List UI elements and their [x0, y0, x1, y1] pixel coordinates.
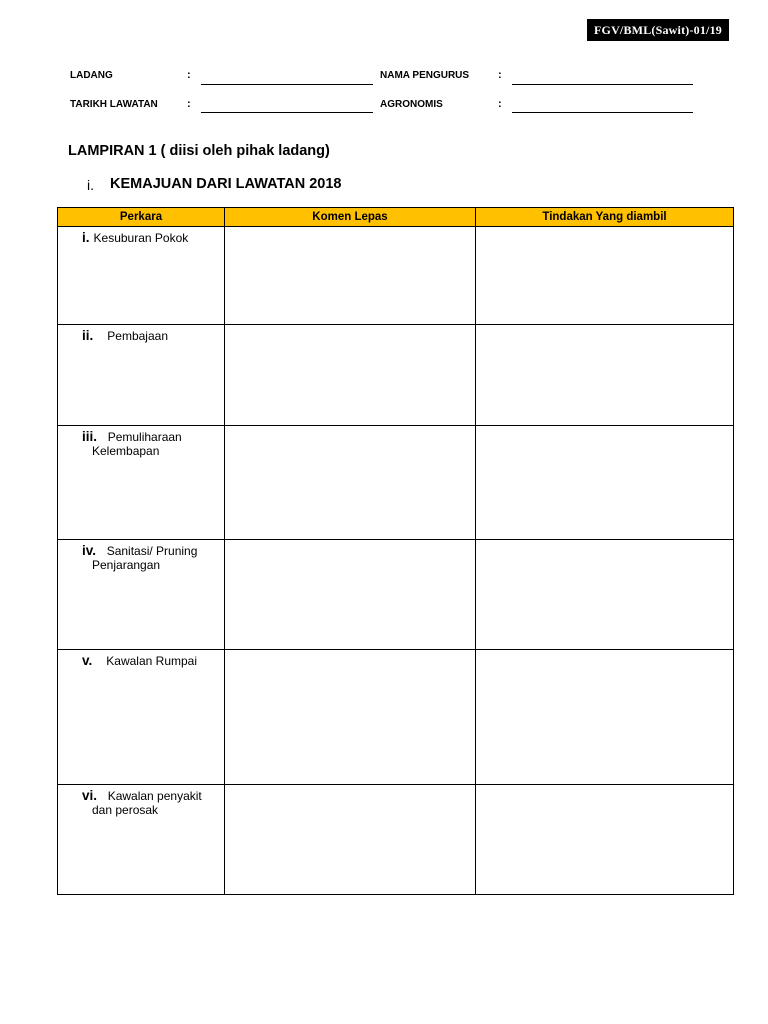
tindakan-cell[interactable] [476, 540, 734, 650]
table-row [58, 785, 734, 895]
item-number: v. [82, 653, 93, 668]
perkara-cell [58, 540, 225, 650]
komen-lepas-cell[interactable] [225, 325, 476, 426]
perkara-cell [58, 785, 225, 895]
item-label: Kawalan Rumpai [106, 654, 197, 668]
tarikh-lawatan-field[interactable] [201, 112, 373, 113]
tindakan-cell[interactable] [476, 426, 734, 540]
agronomis-colon: : [498, 98, 502, 110]
table-row [58, 325, 734, 426]
nama-pengurus-colon: : [498, 69, 502, 81]
lampiran-heading [68, 143, 330, 159]
agronomis-label: AGRONOMIS [380, 99, 443, 110]
item-number: vi. [82, 788, 98, 803]
ladang-field[interactable] [201, 84, 373, 85]
form-code-badge: FGV/BML(Sawit)-01/19 [587, 19, 729, 41]
nama-pengurus-field[interactable] [512, 84, 693, 85]
nama-pengurus-label: NAMA PENGURUS [380, 70, 470, 81]
tarikh-lawatan-label: TARIKH LAWATAN [70, 99, 158, 110]
item-label-line2: dan perosak [92, 803, 159, 817]
item-label: Pemuliharaan [107, 430, 182, 444]
item-number: iv. [82, 543, 97, 558]
tindakan-cell[interactable] [476, 785, 734, 895]
perkara-cell [58, 650, 225, 785]
header-perkara: Perkara [58, 208, 225, 227]
komen-lepas-cell[interactable] [225, 227, 476, 325]
komen-lepas-cell[interactable] [225, 650, 476, 785]
item-label: Kesuburan Pokok [93, 231, 189, 245]
komen-lepas-cell[interactable] [225, 785, 476, 895]
item-number: iii. [82, 429, 98, 444]
lampiran-title: LAMPIRAN 1 [68, 143, 157, 159]
ladang-label: LADANG [70, 70, 113, 81]
header-komen-lepas: Komen Lepas [225, 208, 476, 227]
perkara-cell [58, 325, 225, 426]
item-label: Sanitasi/ Pruning [106, 544, 198, 558]
table-row [58, 227, 734, 325]
item-number: ii. [82, 328, 94, 343]
ladang-colon: : [187, 69, 191, 81]
table-row [58, 540, 734, 650]
table-row [58, 426, 734, 540]
item-label-line2: Penjarangan [92, 558, 161, 572]
table-row [58, 650, 734, 785]
item-label: Kawalan penyakit [107, 789, 202, 803]
kemajuan-table [57, 207, 734, 895]
table-header-row [58, 208, 734, 227]
komen-lepas-cell[interactable] [225, 426, 476, 540]
header-tindakan: Tindakan Yang diambil [476, 208, 734, 227]
tindakan-cell[interactable] [476, 650, 734, 785]
tindakan-cell[interactable] [476, 227, 734, 325]
section-title: KEMAJUAN DARI LAWATAN 2018 [110, 176, 342, 192]
tarikh-lawatan-colon: : [187, 98, 191, 110]
item-label-line2: Kelembapan [92, 444, 160, 458]
perkara-cell [58, 227, 225, 325]
komen-lepas-cell[interactable] [225, 540, 476, 650]
item-label: Pembajaan [107, 329, 168, 343]
tindakan-cell[interactable] [476, 325, 734, 426]
item-number: i. [82, 230, 90, 245]
perkara-cell [58, 426, 225, 540]
lampiran-note: ( diisi oleh pihak ladang) [160, 143, 330, 159]
section-number: i. [87, 177, 94, 193]
agronomis-field[interactable] [512, 112, 693, 113]
